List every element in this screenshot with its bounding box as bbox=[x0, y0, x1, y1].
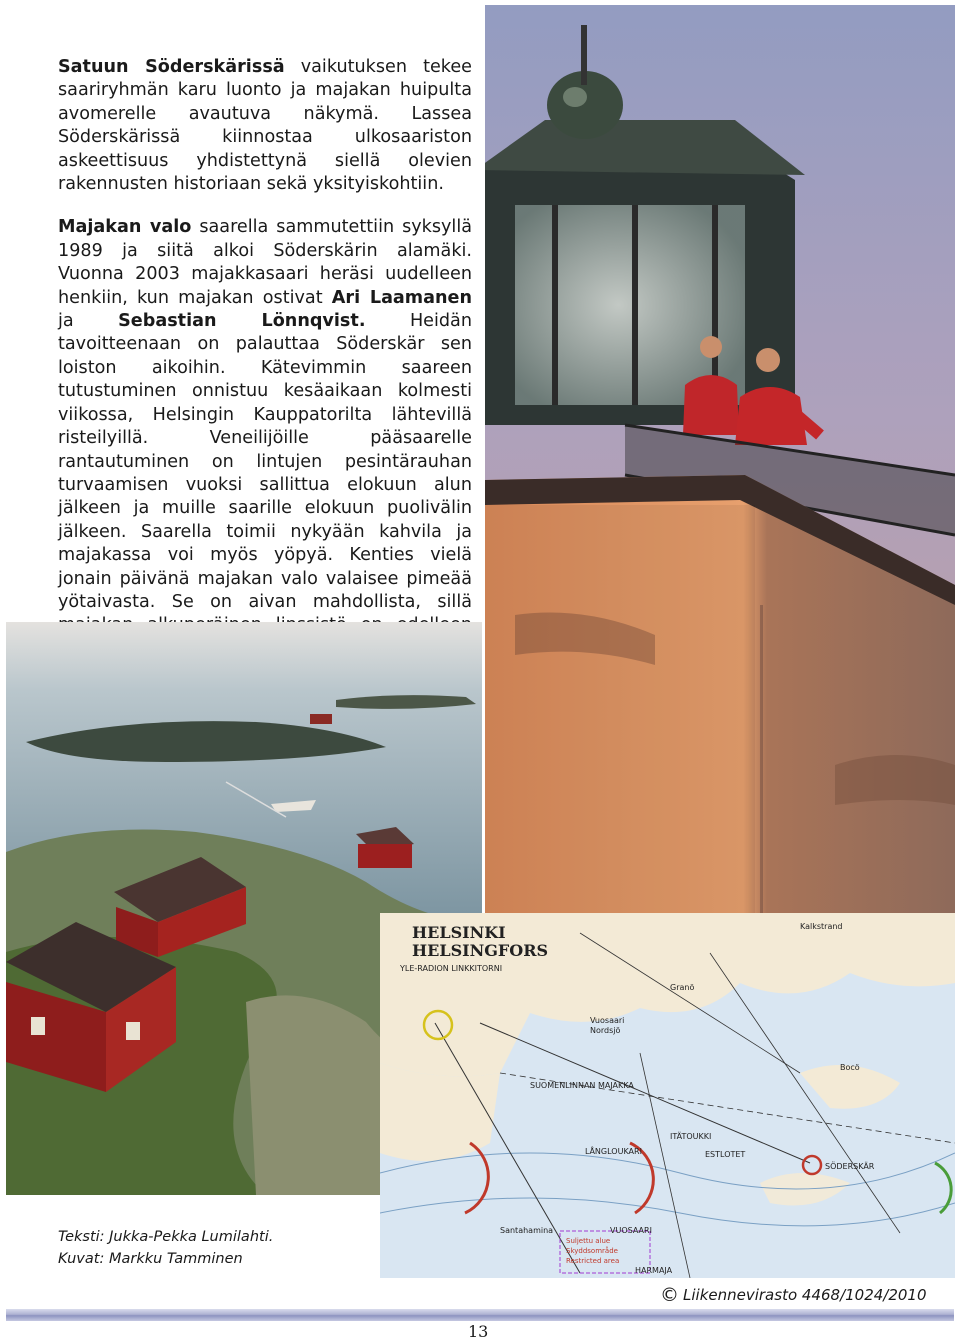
map-label-grano: Granö bbox=[670, 983, 695, 992]
paragraph-history bbox=[58, 216, 472, 661]
map-label-restricted-en: Restricted area bbox=[566, 1257, 620, 1265]
map-label-harmaja: HARMAJA bbox=[635, 1266, 673, 1275]
footer-band bbox=[6, 1309, 954, 1321]
owner-name-2: Sebastian Lönnqvist. bbox=[118, 311, 366, 332]
map-label-vuosaari: Vuosaari bbox=[590, 1016, 625, 1025]
map-label-nordsjo: Nordsjö bbox=[590, 1026, 621, 1035]
map-copyright bbox=[660, 1284, 927, 1306]
photo-credit: Kuvat: Markku Tamminen bbox=[58, 1251, 243, 1267]
map-label-kalkstrand: Kalkstrand bbox=[800, 922, 843, 931]
history-part1: saarella sammutettiin syksyllä 1989 ja siitä alkoi Söderskärin alamäki. Vuonna 2003 majakkasaari heräsi uudelleen henkiin, kun majakan ostivat bbox=[58, 217, 472, 308]
map-label-soderskar: SÖDERSKÄR bbox=[825, 1162, 875, 1171]
text-credit: Teksti: Jukka-Pekka Lumilahti. bbox=[58, 1229, 274, 1245]
intro-lead: Satuun Söderskärissä bbox=[58, 57, 285, 77]
history-lead: Majakan valo bbox=[58, 217, 192, 238]
photo-credits bbox=[58, 1226, 273, 1270]
paragraph-intro bbox=[58, 56, 472, 196]
map-label-vuosaari-harbour: VUOSAARI bbox=[610, 1226, 652, 1235]
map-label-boco: Bocö bbox=[840, 1063, 860, 1072]
map-title-helsingfors: HELSINGFORS bbox=[412, 941, 549, 960]
history-part3: Heidän tavoitteenaan on palauttaa Söderskär sen loiston aikoihin. Kätevimmin saareen tutustuminen onnistuu kesäaikaan kolmesti viikossa, Helsingin Kauppatorilta lähtevillä risteilyillä. Veneilijöille pääsaarelle rantautuminen on lintujen pesintärauhan turvaamisen vuoksi sallittua elokuun alun jälkeen ja muille saarille elokuun puolivälin jälkeen. Saarella toimii nykyään kahvila ja majakassa voi myös yöpyä. Kenties vielä jonain päivänä majakan valo valaisee pimeää yötaivasta. Se on aivan mahdollista, sillä bbox=[58, 311, 472, 612]
history-part2: ja bbox=[58, 311, 119, 332]
map-label-santahamina: Santahamina bbox=[500, 1226, 554, 1235]
lighthouse-photo bbox=[485, 5, 955, 918]
copyright-text: Liikennevirasto 4468/1024/2010 bbox=[683, 1286, 927, 1304]
owner-name-1: Ari Laamanen bbox=[331, 287, 472, 308]
nautical-chart bbox=[380, 913, 955, 1278]
map-label-restricted-sv: Skyddsområde bbox=[566, 1247, 618, 1255]
map-label-estlotet: ESTLOTET bbox=[705, 1150, 746, 1159]
map-label-langloukari: LÅNGLOUKARI bbox=[585, 1147, 642, 1156]
map-label-itatoukki: ITÄTOUKKI bbox=[670, 1132, 712, 1141]
article-text bbox=[58, 56, 472, 681]
page-number: 13 bbox=[468, 1322, 489, 1341]
copyright-icon: © bbox=[660, 1284, 679, 1306]
map-label-suomenlinna: SUOMENLINNAN MAJAKKA bbox=[530, 1081, 634, 1090]
map-title-helsinki: HELSINKI bbox=[412, 923, 506, 942]
map-label-yle: YLE-RADION LINKKITORNI bbox=[400, 964, 503, 973]
intro-body: vaikutuksen tekee saariryhmän karu luonto ja majakan huipulta avomerelle avautuva näkymä. Lassea Söderskärissä kiinnostaa ulkosaariston askeettisuus yhdistettynä siellä olevien rakennusten historiaan sekä yksityiskohtiin. bbox=[58, 57, 472, 195]
map-label-restricted-fi: Suljettu alue bbox=[566, 1237, 611, 1245]
